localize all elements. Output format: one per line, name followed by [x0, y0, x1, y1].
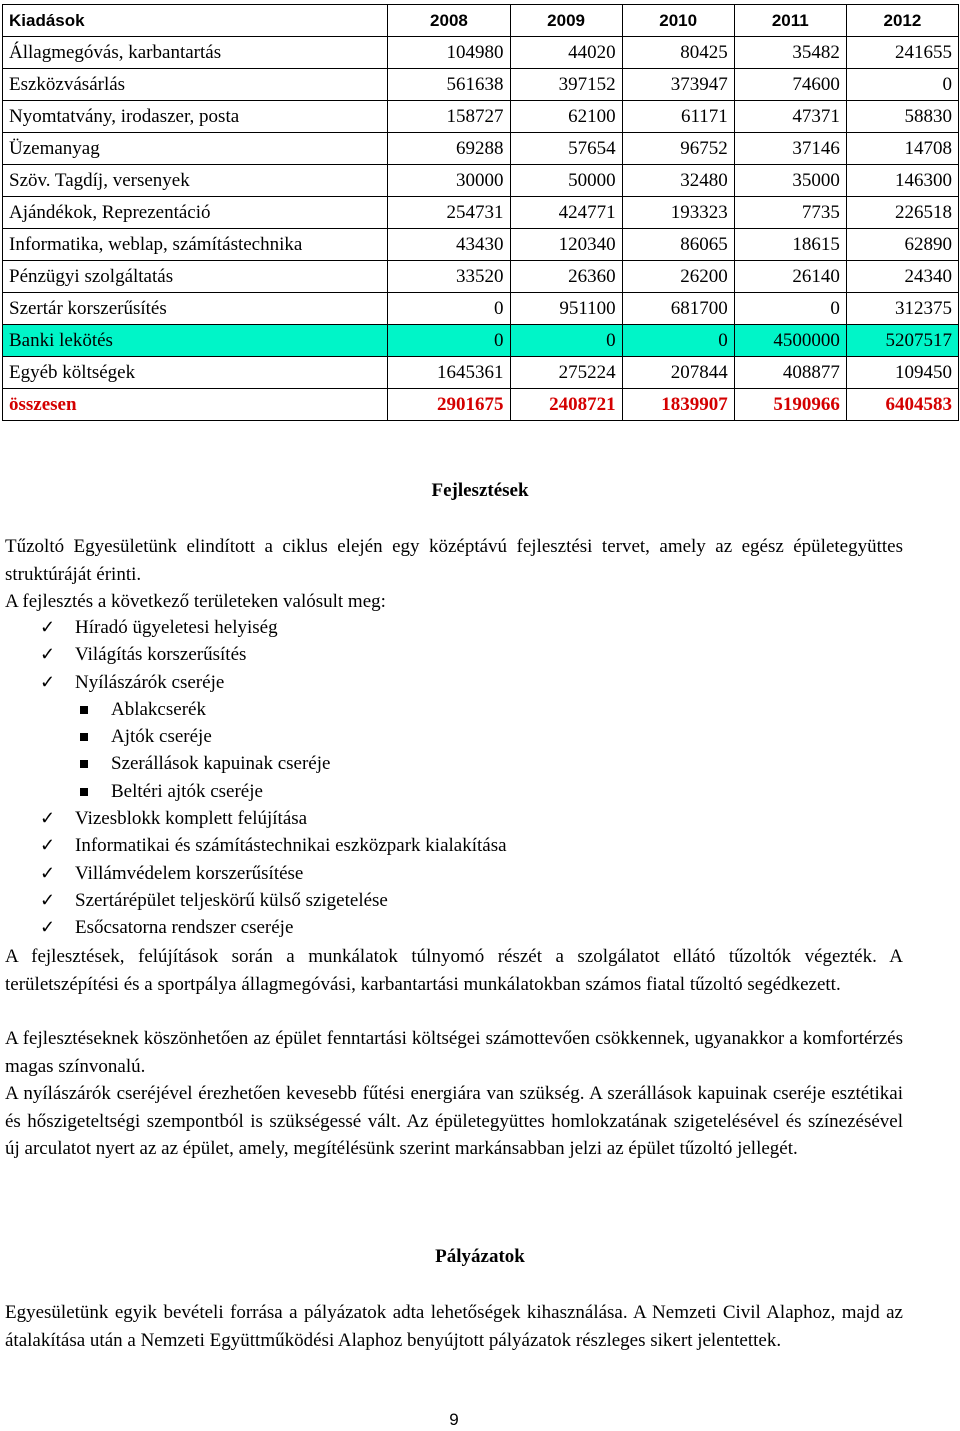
cell-value: 18615: [734, 229, 846, 261]
list-item-text: Szerállások kapuinak cseréje: [111, 753, 331, 775]
cell-value: 74600: [734, 69, 846, 101]
table-row: [3, 165, 959, 197]
cell-value: 109450: [846, 357, 958, 389]
row-label: Banki lekötés: [3, 325, 388, 357]
cell-value: 44020: [510, 37, 622, 69]
list-item-text: Ajtók cseréje: [111, 726, 212, 748]
list-item: [0, 696, 507, 723]
header-year: 2008: [388, 5, 510, 37]
cell-value: 0: [510, 325, 622, 357]
row-label: Állagmegóvás, karbantartás: [3, 37, 388, 69]
cell-value: 37146: [734, 133, 846, 165]
row-label: Ajándékok, Reprezentáció: [3, 197, 388, 229]
table-row: [3, 69, 959, 101]
paragraph-work: A fejlesztések, felújítások során a munkálatok túlnyomó részét a szolgálatot ellátó tűzoltók végezték. A területszépítési és a sportpálya állagmegóvási, karbantartási munkálatokban számos fiatal tűzoltó segédkezett.: [5, 946, 903, 995]
cell-value: 58830: [846, 101, 958, 133]
cell-value: 5207517: [846, 325, 958, 357]
cell-value: 35000: [734, 165, 846, 197]
cell-value: 207844: [622, 357, 734, 389]
cell-value: 158727: [388, 101, 510, 133]
row-label: Pénzügyi szolgáltatás: [3, 261, 388, 293]
table-row: [3, 229, 959, 261]
cell-value: 193323: [622, 197, 734, 229]
cell-value: 7735: [734, 197, 846, 229]
list-item-text: Vizesblokk komplett felújítása: [75, 808, 308, 830]
table-body: [3, 37, 959, 421]
row-label: Informatika, weblap, számítástechnika: [3, 229, 388, 261]
check-icon: ✓: [40, 889, 56, 910]
cell-value: 26360: [510, 261, 622, 293]
page-number: 9: [449, 1410, 459, 1429]
cell-value: 275224: [510, 357, 622, 389]
cell-value: 57654: [510, 133, 622, 165]
table-row: [3, 325, 959, 357]
cell-value: 62100: [510, 101, 622, 133]
cell-value: 0: [846, 69, 958, 101]
cell-value: 47371: [734, 101, 846, 133]
cell-value: 408877: [734, 357, 846, 389]
cell-value: 120340: [510, 229, 622, 261]
cell-value: 35482: [734, 37, 846, 69]
paragraph-costs: A fejlesztéseknek köszönhetően az épület fenntartási költségei számottevően csökkennek, ugyanakkor a komfortérzés magas színvonalú.: [5, 1028, 903, 1077]
cell-value: 14708: [846, 133, 958, 165]
check-icon: ✓: [40, 917, 56, 938]
cell-value: 0: [388, 293, 510, 325]
cell-value: 2408721: [510, 389, 622, 421]
list-item-text: Nyílászárók cseréje: [75, 671, 225, 693]
list-item-text: Világítás korszerűsítés: [75, 644, 247, 666]
cell-value: 0: [388, 325, 510, 357]
list-item: [0, 723, 507, 750]
cell-value: 62890: [846, 229, 958, 261]
check-icon: ✓: [40, 617, 56, 637]
cell-value: 0: [734, 293, 846, 325]
table-total-row: [3, 389, 959, 421]
list-item: [0, 887, 507, 914]
table-row: [3, 101, 959, 133]
list-item: [0, 778, 507, 805]
cell-value: 96752: [622, 133, 734, 165]
cell-value: 2901675: [388, 389, 510, 421]
cell-value: 241655: [846, 37, 958, 69]
table-row: [3, 357, 959, 389]
paragraph-windows: A nyílászárók cseréjével érezhetően kevesebb fűtési energiára van szükség. A szerállások kapuinak cseréje esztétikai és hőszigeteltségi szempontból is szükségessé vált. Az épületegyüttes homlokzatának szigetelésével és színezésével új arculatot nyert az az épület, amely, megítélésünk szerint markánsabban jelzi az épület tűzoltó jellegét.: [5, 1083, 903, 1159]
cell-value: 69288: [388, 133, 510, 165]
row-label: összesen: [3, 389, 388, 421]
cell-value: 561638: [388, 69, 510, 101]
development-list: [0, 614, 507, 942]
table-row: [3, 197, 959, 229]
cell-value: 951100: [510, 293, 622, 325]
cell-value: 26200: [622, 261, 734, 293]
cell-value: 373947: [622, 69, 734, 101]
row-label: Üzemanyag: [3, 133, 388, 165]
cell-value: 43430: [388, 229, 510, 261]
header-year: 2009: [510, 5, 622, 37]
paragraph-palyazatok: Egyesületünk egyik bevételi forrása a pályázatok adta lehetőségek kihasználása. A Nemzeti Civil Alaphoz, majd az átalakítása után a Nemzeti Együttműködési Alaphoz benyújtott pályázatok részleges sikert jelentettek.: [5, 1302, 903, 1351]
cell-value: 86065: [622, 229, 734, 261]
cell-value: 6404583: [846, 389, 958, 421]
table-row: [3, 293, 959, 325]
cell-value: 5190966: [734, 389, 846, 421]
list-item-text: Villámvédelem korszerűsítése: [75, 862, 304, 884]
section-title-palyazatok: Pályázatok: [435, 1246, 525, 1267]
cell-value: 30000: [388, 165, 510, 197]
square-bullet-icon: [80, 788, 88, 796]
header-year: 2010: [622, 5, 734, 37]
cell-value: 681700: [622, 293, 734, 325]
check-icon: ✓: [40, 835, 56, 856]
list-item: [0, 805, 507, 832]
cell-value: 104980: [388, 37, 510, 69]
cell-value: 50000: [510, 165, 622, 197]
intro-paragraph: Tűzoltó Egyesületünk elindított a ciklus elején egy középtávú fejlesztési tervet, amely az egész épületegyüttes struktúráját érinti.: [5, 536, 903, 585]
table-row: [3, 261, 959, 293]
cell-value: 1839907: [622, 389, 734, 421]
table-header-row: [3, 5, 959, 37]
cell-value: 424771: [510, 197, 622, 229]
row-label: Eszközvásárlás: [3, 69, 388, 101]
list-item: [0, 641, 507, 668]
list-item-text: Informatikai és számítástechnikai eszközpark kialakítása: [75, 835, 507, 857]
check-icon: ✓: [40, 671, 56, 692]
table-row: [3, 37, 959, 69]
cell-value: 146300: [846, 165, 958, 197]
cell-value: 0: [622, 325, 734, 357]
cell-value: 24340: [846, 261, 958, 293]
list-item-text: Beltéri ajtók cseréje: [111, 780, 263, 802]
list-item-text: Szertárépület teljeskörű külső szigetelése: [75, 889, 388, 911]
list-item-text: Ablakcserék: [111, 698, 206, 720]
square-bullet-icon: [80, 733, 88, 741]
expenses-table: [2, 4, 959, 421]
square-bullet-icon: [80, 760, 88, 768]
cell-value: 312375: [846, 293, 958, 325]
cell-value: 226518: [846, 197, 958, 229]
list-item: [0, 614, 507, 641]
list-intro: A fejlesztés a következő területeken valósult meg:: [5, 591, 386, 612]
check-icon: ✓: [40, 644, 56, 665]
list-item-text: Esőcsatorna rendszer cseréje: [75, 917, 294, 939]
list-item-text: Híradó ügyeletesi helyiség: [75, 617, 278, 638]
cell-value: 33520: [388, 261, 510, 293]
row-label: Nyomtatvány, irodaszer, posta: [3, 101, 388, 133]
cell-value: 61171: [622, 101, 734, 133]
check-icon: ✓: [40, 808, 56, 829]
square-bullet-icon: [80, 706, 88, 714]
cell-value: 4500000: [734, 325, 846, 357]
list-item: [0, 860, 507, 887]
list-item: [0, 832, 507, 859]
cell-value: 26140: [734, 261, 846, 293]
cell-value: 397152: [510, 69, 622, 101]
section-title-fejlesztesek: Fejlesztések: [431, 480, 529, 501]
table-row: [3, 133, 959, 165]
list-item: [0, 914, 507, 941]
list-item: [0, 669, 507, 696]
cell-value: 80425: [622, 37, 734, 69]
row-label: Szertár korszerűsítés: [3, 293, 388, 325]
row-label: Szöv. Tagdíj, versenyek: [3, 165, 388, 197]
header-year: 2012: [846, 5, 958, 37]
header-label: Kiadások: [3, 5, 388, 37]
cell-value: 254731: [388, 197, 510, 229]
cell-value: 1645361: [388, 357, 510, 389]
cell-value: 32480: [622, 165, 734, 197]
row-label: Egyéb költségek: [3, 357, 388, 389]
header-year: 2011: [734, 5, 846, 37]
check-icon: ✓: [40, 862, 56, 883]
list-item: [0, 750, 507, 777]
